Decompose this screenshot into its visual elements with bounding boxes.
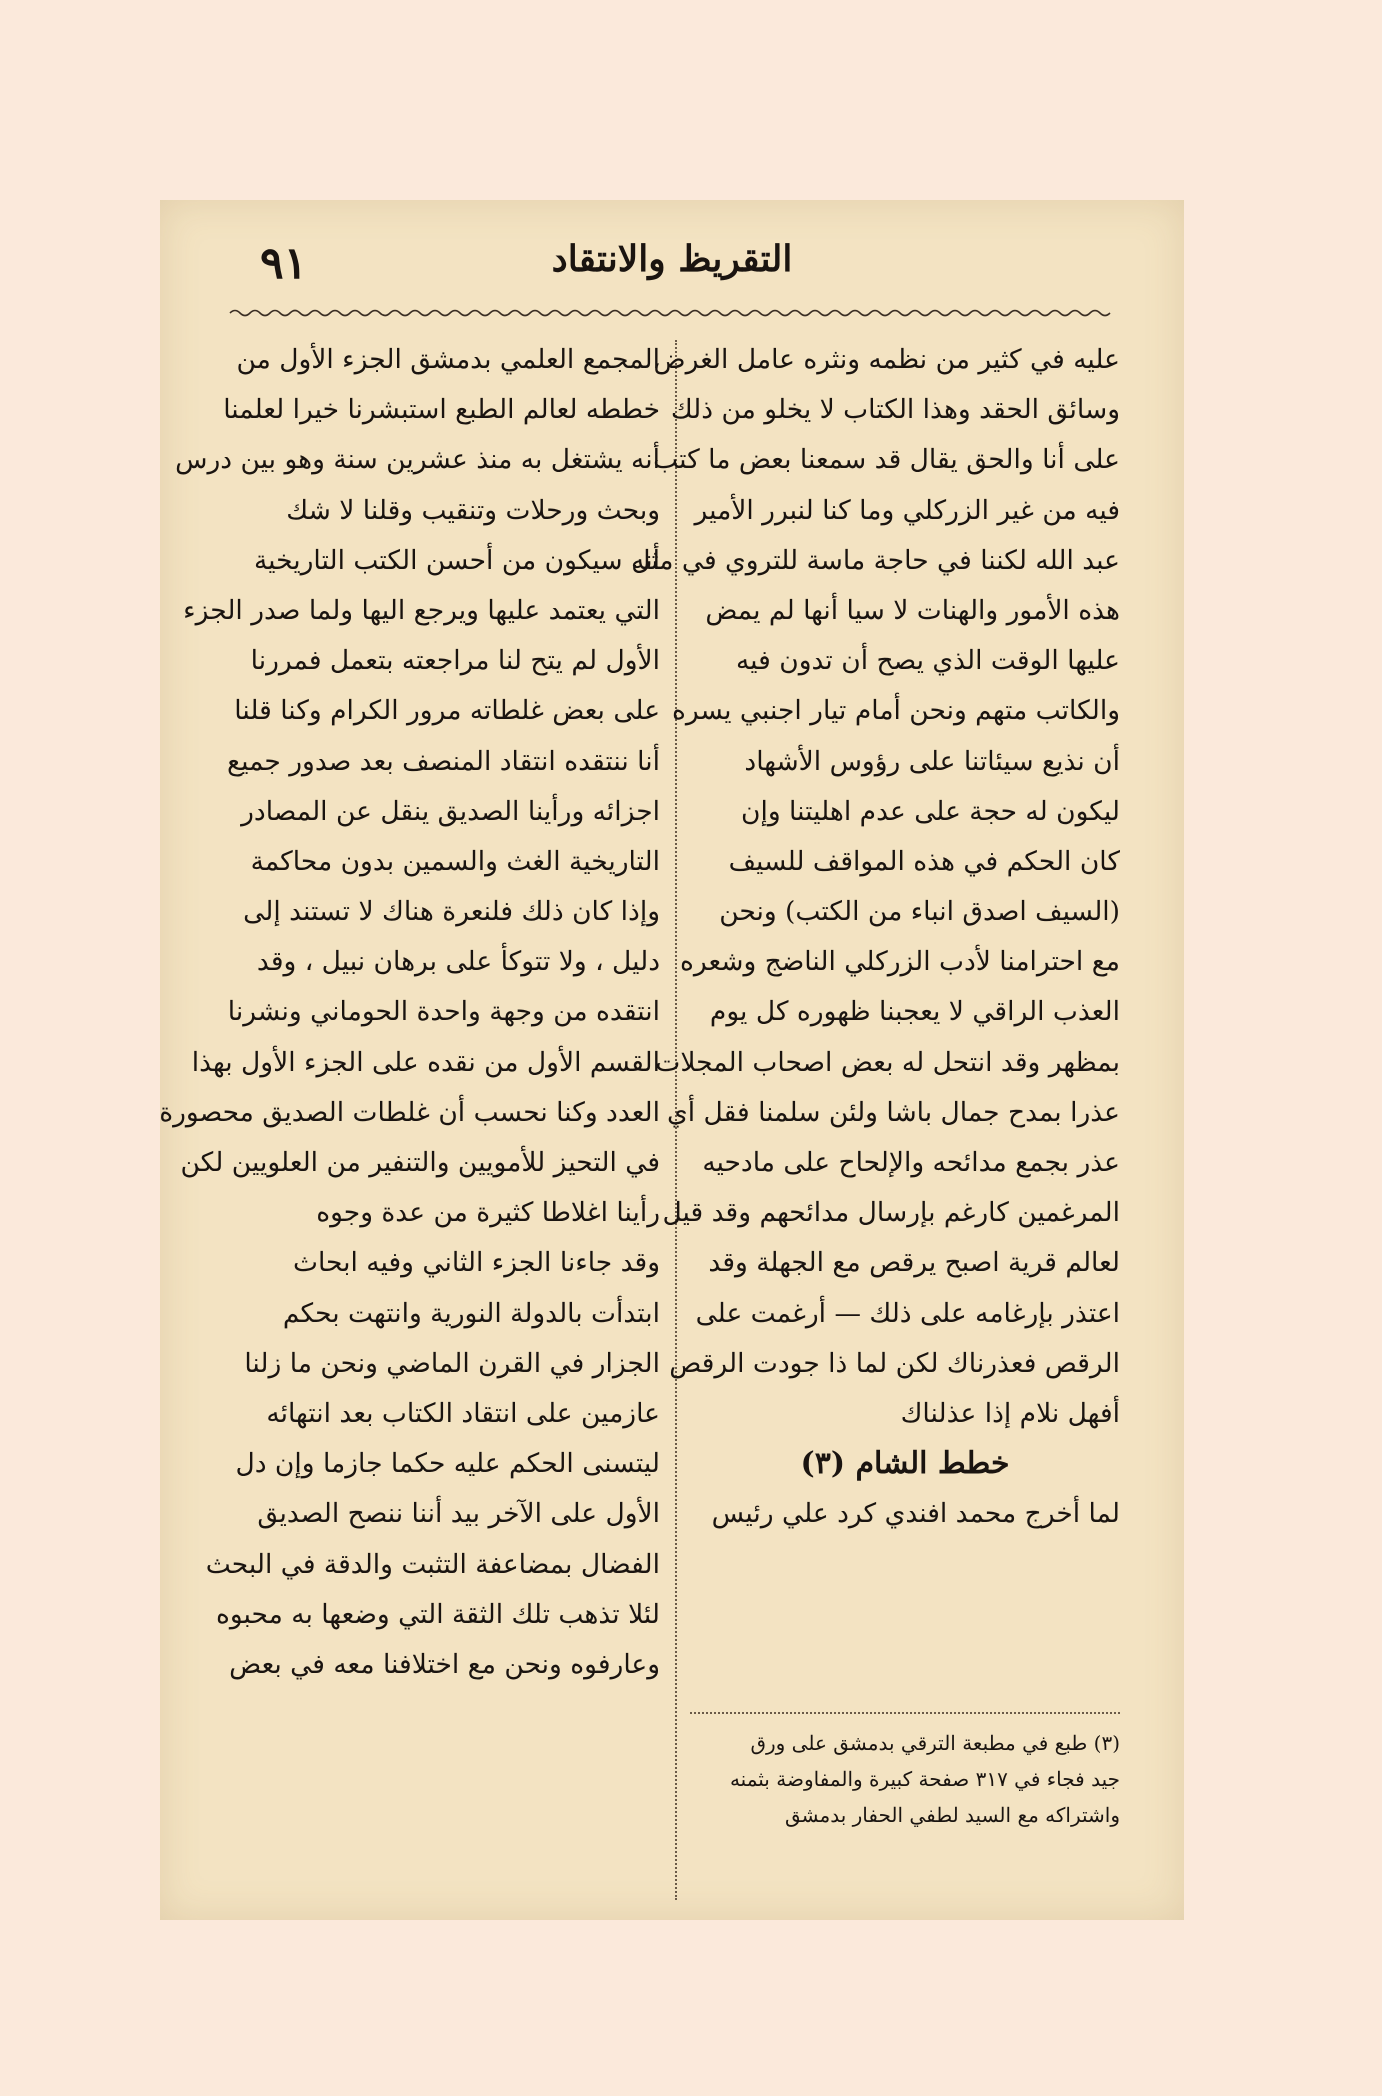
text-line: والكاتب متهم ونحن أمام تيار اجنبي يسره [671, 695, 1120, 727]
text-line: خططه لعالم الطبع استبشرنا خيرا لعلمنا [223, 394, 660, 426]
text-line: اجزائه ورأينا الصديق ينقل عن المصادر [241, 795, 660, 827]
footnote-line: جيد فجاء في ٣١٧ صفحة كبيرة والمفاوضة بثمنه [729, 1767, 1120, 1791]
text-line: دليل ، ولا تتوكأ على برهان نبيل ، وقد [256, 946, 660, 978]
text-line: وبحث ورحلات وتنقيب وقلنا لا شك [286, 494, 660, 526]
text-line: التي يعتمد عليها ويرجع اليها ولما صدر الجزء [183, 594, 660, 626]
text-line: عليها الوقت الذي يصح أن تدون فيه [735, 645, 1120, 677]
text-line: عليه في كثير من نظمه ونثره عامل الغرض [653, 344, 1120, 375]
text-line: وعارفوه ونحن مع اختلافنا معه في بعض [229, 1648, 660, 1680]
footnote-line: واشتراكه مع السيد لطفي الحفار بدمشق [784, 1803, 1120, 1827]
text-line: في التحيز للأمويين والتنفير من العلويين لكن [180, 1147, 660, 1178]
text-line: أنه سيكون من أحسن الكتب التاريخية [253, 544, 660, 576]
text-line: الفضال بمضاعفة التثبت والدقة في البحث [205, 1548, 660, 1580]
text-line: ابتدأت بالدولة النورية وانتهت بحكم [282, 1297, 660, 1329]
running-title: التقريظ والانتقاد [551, 238, 793, 280]
text-line: عذرا بمدح جمال باشا ولئن سلمنا فقل أي [667, 1096, 1120, 1128]
text-line: الأول على الآخر بيد أننا ننصح الصديق [257, 1498, 660, 1530]
text-line: العدد وكنا نحسب أن غلطات الصديق محصورة [159, 1096, 660, 1128]
text-line: العذب الراقي لا يعجبنا ظهوره كل يوم [709, 996, 1120, 1028]
text-line: هذه الأمور والهنات لا سيا أنها لم يمض [705, 594, 1120, 626]
text-line: الأول لم يتح لنا مراجعته بتعمل فمررنا [250, 645, 660, 677]
text-line: الرقص فعذرناك لكن لما ذا جودت الرقص [669, 1347, 1120, 1379]
text-line: القسم الأول من نقده على الجزء الأول بهذا [191, 1046, 660, 1078]
text-line: وقد جاءنا الجزء الثاني وفيه ابحاث [293, 1247, 660, 1279]
text-line: مع احترامنا لأدب الزركلي الناضج وشعره [679, 946, 1120, 978]
text-line: اعتذر بإرغامه على ذلك — أرغمت على [695, 1297, 1120, 1329]
text-line: لما أخرج محمد افندي كرد علي رئيس [711, 1498, 1120, 1530]
footnote [690, 1725, 1120, 1833]
footnote-body [690, 1725, 1120, 1833]
header-wavy-rule [230, 308, 1110, 318]
footnote-separator [690, 1712, 1120, 1714]
text-line: لئلا تذهب تلك الثقة التي وضعها به محبوه [215, 1598, 660, 1630]
text-line: أفهل نلام إذا عذلناك [900, 1397, 1120, 1429]
right-column-body [631, 335, 1120, 1439]
text-line: (السيف اصدق انباء من الكتب) ونحن [719, 896, 1120, 928]
text-line: ليتسنى الحكم عليه حكما جازما وإن دل [235, 1448, 660, 1480]
page-header [160, 200, 1184, 320]
text-line: بمظهر وقد انتحل له بعض اصحاب المجلات [655, 1046, 1120, 1078]
page-number: ٩١ [260, 238, 308, 289]
text-line: انتقده من وجهة واحدة الحوماني ونشرنا [227, 996, 660, 1028]
text-line: وإذا كان ذلك فلنعرة هناك لا تستند إلى [243, 896, 660, 928]
text-line: كان الحكم في هذه المواقف للسيف [728, 845, 1120, 877]
text-line: المجمع العلمي بدمشق الجزء الأول من [236, 344, 660, 375]
text-line: التاريخية الغث والسمين بدون محاكمة [250, 845, 660, 877]
page-scan [160, 200, 1184, 1920]
text-line: الجزار في القرن الماضي ونحن ما زلنا [244, 1347, 660, 1379]
right-column [631, 335, 1120, 1540]
footnote-line: (٣) طبع في مطبعة الترقي بدمشق على ورق [750, 1731, 1120, 1755]
text-line: المرغمين كارغم بإرسال مدائحهم وقد قيل [662, 1197, 1120, 1229]
text-line: أن نذيع سيئاتنا على رؤوس الأشهاد [744, 745, 1120, 777]
text-line: لعالم قرية اصبح يرقص مع الجهلة وقد [708, 1247, 1120, 1279]
text-line: وسائق الحقد وهذا الكتاب لا يخلو من ذلك [670, 394, 1120, 426]
text-line: فيه من غير الزركلي وما كنا لنبرر الأمير [694, 494, 1120, 526]
text-line: أنا ننتقده انتقاد المنصف بعد صدور جميع [227, 745, 660, 777]
text-line: رأينا اغلاطا كثيرة من عدة وجوه [316, 1197, 660, 1229]
text-line: ليكون له حجة على عدم اهليتنا وإن [741, 795, 1120, 827]
section-heading: خطط الشام (٣) [800, 1446, 1010, 1482]
text-line: على بعض غلطاته مرور الكرام وكنا قلنا [234, 695, 660, 727]
text-line: أنه يشتغل به منذ عشرين سنة وهو بين درس [175, 444, 660, 476]
right-column-after-heading [690, 1489, 1120, 1539]
text-line: عذر بجمع مدائحه والإلحاح على مادحيه [702, 1147, 1120, 1178]
text-line: عبد الله لكننا في حاجة ماسة للتروي في مثل [631, 544, 1120, 576]
text-line: على أنا والحق يقال قد سمعنا بعض ما كتب [653, 444, 1120, 476]
text-line: عازمين على انتقاد الكتاب بعد انتهائه [266, 1397, 660, 1429]
left-column [159, 335, 660, 1690]
left-column-body [159, 335, 660, 1690]
